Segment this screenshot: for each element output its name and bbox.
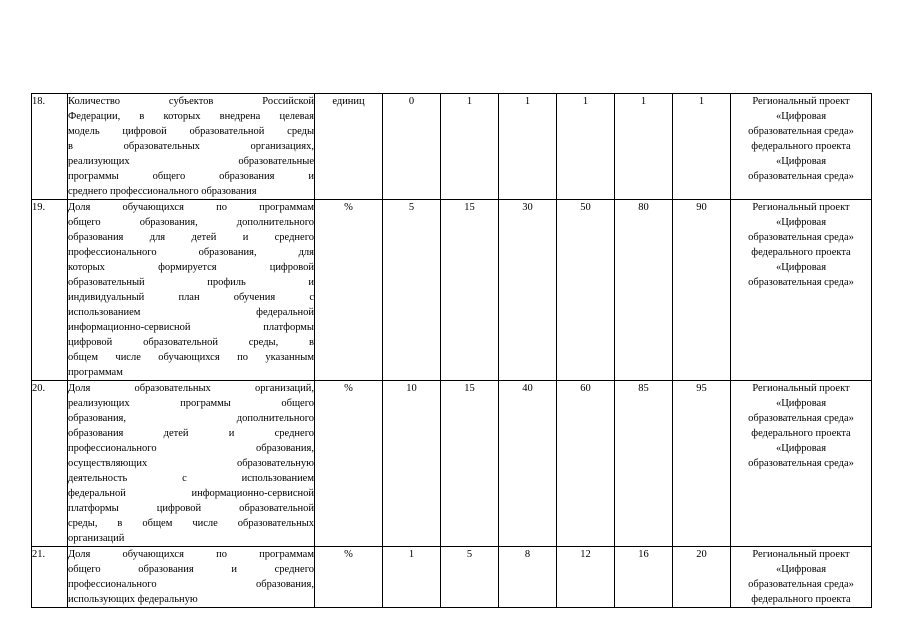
project-text-line: «Цифровая xyxy=(775,398,827,409)
project-text-line: образовательная среда» xyxy=(748,277,854,288)
value-cell: 5 xyxy=(383,200,441,381)
project-cell xyxy=(731,200,872,381)
indicator-text-line: общего образования и среднего xyxy=(68,564,314,575)
unit-cell: единиц xyxy=(315,94,383,200)
value-cell: 1 xyxy=(441,94,499,200)
project-text-line: образовательная среда» xyxy=(748,413,854,424)
indicator-text-line: использующих федеральную xyxy=(68,594,198,605)
indicator-text-line: среднего профессионального образования xyxy=(68,186,257,197)
value-cell: 40 xyxy=(499,381,557,547)
indicator-text-line: информационно-сервисной платформы xyxy=(68,322,314,333)
value-cell: 8 xyxy=(499,547,557,608)
indicator-text-line: модель цифровой образовательной среды xyxy=(68,126,314,137)
indicator-name xyxy=(68,547,315,608)
indicator-text-line: деятельность с использованием xyxy=(68,473,314,484)
indicator-text-line: профессионального образования, xyxy=(68,443,314,454)
value-cell: 1 xyxy=(499,94,557,200)
project-cell xyxy=(731,94,872,200)
indicator-text-line: Доля образовательных организаций, xyxy=(68,383,314,394)
project-text-line: «Цифровая xyxy=(775,262,827,273)
value-cell: 30 xyxy=(499,200,557,381)
project-text-line: Региональный проект xyxy=(752,202,850,213)
value-cell: 5 xyxy=(441,547,499,608)
indicator-text-line: цифровой образовательной среды, в xyxy=(68,337,314,348)
indicator-text-line: среды, в общем числе образовательных xyxy=(68,518,314,529)
table-row xyxy=(32,94,872,200)
indicator-text-line: платформы цифровой образовательной xyxy=(68,503,314,514)
value-cell: 15 xyxy=(441,381,499,547)
project-text-line: образовательная среда» xyxy=(748,126,854,137)
indicator-text-line: федеральной информационно-сервисной xyxy=(68,488,314,499)
indicator-text-line: реализующих образовательные xyxy=(68,156,314,167)
value-cell: 15 xyxy=(441,200,499,381)
project-text-line: «Цифровая xyxy=(775,156,827,167)
project-text-line: образовательная среда» xyxy=(748,458,854,469)
unit-cell: % xyxy=(315,547,383,608)
indicator-text-line: программы общего образования и xyxy=(68,171,314,182)
indicator-text-line: индивидуальный план обучения с xyxy=(68,292,314,303)
indicator-text-line: реализующих программы общего xyxy=(68,398,314,409)
indicators-table xyxy=(31,93,872,608)
indicator-text-line: профессионального образования, xyxy=(68,579,314,590)
value-cell: 10 xyxy=(383,381,441,547)
indicator-text-line: организаций xyxy=(68,533,125,544)
row-number: 21. xyxy=(32,547,68,608)
project-text-line: «Цифровая xyxy=(775,217,827,228)
value-cell: 85 xyxy=(615,381,673,547)
indicator-name xyxy=(68,94,315,200)
indicator-name xyxy=(68,200,315,381)
value-cell: 1 xyxy=(383,547,441,608)
value-cell: 0 xyxy=(383,94,441,200)
indicator-text-line: программам xyxy=(68,367,123,378)
value-cell: 90 xyxy=(673,200,731,381)
value-cell: 95 xyxy=(673,381,731,547)
indicator-text-line: Федерации, в которых внедрена целевая xyxy=(68,111,314,122)
unit-cell: % xyxy=(315,200,383,381)
indicator-text-line: образования для детей и среднего xyxy=(68,232,314,243)
indicator-text-line: общего образования, дополнительного xyxy=(68,217,314,228)
indicator-text-line: в образовательных организациях, xyxy=(68,141,314,152)
indicator-text-line: профессионального образования, для xyxy=(68,247,314,258)
project-text-line: федерального проекта xyxy=(751,141,851,152)
indicator-text-line: осуществляющих образовательную xyxy=(68,458,314,469)
value-cell: 60 xyxy=(557,381,615,547)
indicator-text-line: Количество субъектов Российской xyxy=(68,96,314,107)
value-cell: 1 xyxy=(557,94,615,200)
value-cell: 1 xyxy=(673,94,731,200)
project-text-line: Региональный проект xyxy=(752,549,850,560)
table-row xyxy=(32,200,872,381)
project-text-line: федерального проекта xyxy=(751,247,851,258)
project-cell xyxy=(731,381,872,547)
project-text-line: «Цифровая xyxy=(775,443,827,454)
unit-cell: % xyxy=(315,381,383,547)
indicator-text-line: которых формируется цифровой xyxy=(68,262,314,273)
project-text-line: федерального проекта xyxy=(751,428,851,439)
value-cell: 80 xyxy=(615,200,673,381)
table-body xyxy=(32,94,872,608)
table-row xyxy=(32,547,872,608)
indicator-text-line: образовательный профиль и xyxy=(68,277,314,288)
project-cell xyxy=(731,547,872,608)
project-text-line: Региональный проект xyxy=(752,383,850,394)
indicator-text-line: Доля обучающихся по программам xyxy=(68,202,314,213)
indicator-text-line: общем числе обучающихся по указанным xyxy=(68,352,314,363)
project-text-line: «Цифровая xyxy=(775,564,827,575)
row-number: 18. xyxy=(32,94,68,200)
value-cell: 12 xyxy=(557,547,615,608)
project-text-line: Региональный проект xyxy=(752,96,850,107)
value-cell: 16 xyxy=(615,547,673,608)
table-row xyxy=(32,381,872,547)
indicator-text-line: образования детей и среднего xyxy=(68,428,314,439)
value-cell: 50 xyxy=(557,200,615,381)
indicator-text-line: использованием федеральной xyxy=(68,307,314,318)
project-text-line: образовательная среда» xyxy=(748,232,854,243)
project-text-line: «Цифровая xyxy=(775,111,827,122)
indicator-text-line: образования, дополнительного xyxy=(68,413,314,424)
indicator-name xyxy=(68,381,315,547)
row-number: 20. xyxy=(32,381,68,547)
row-number: 19. xyxy=(32,200,68,381)
value-cell: 20 xyxy=(673,547,731,608)
indicator-text-line: Доля обучающихся по программам xyxy=(68,549,314,560)
project-text-line: образовательная среда» xyxy=(748,171,854,182)
project-text-line: образовательная среда» xyxy=(748,579,854,590)
value-cell: 1 xyxy=(615,94,673,200)
project-text-line: федерального проекта xyxy=(751,594,851,605)
